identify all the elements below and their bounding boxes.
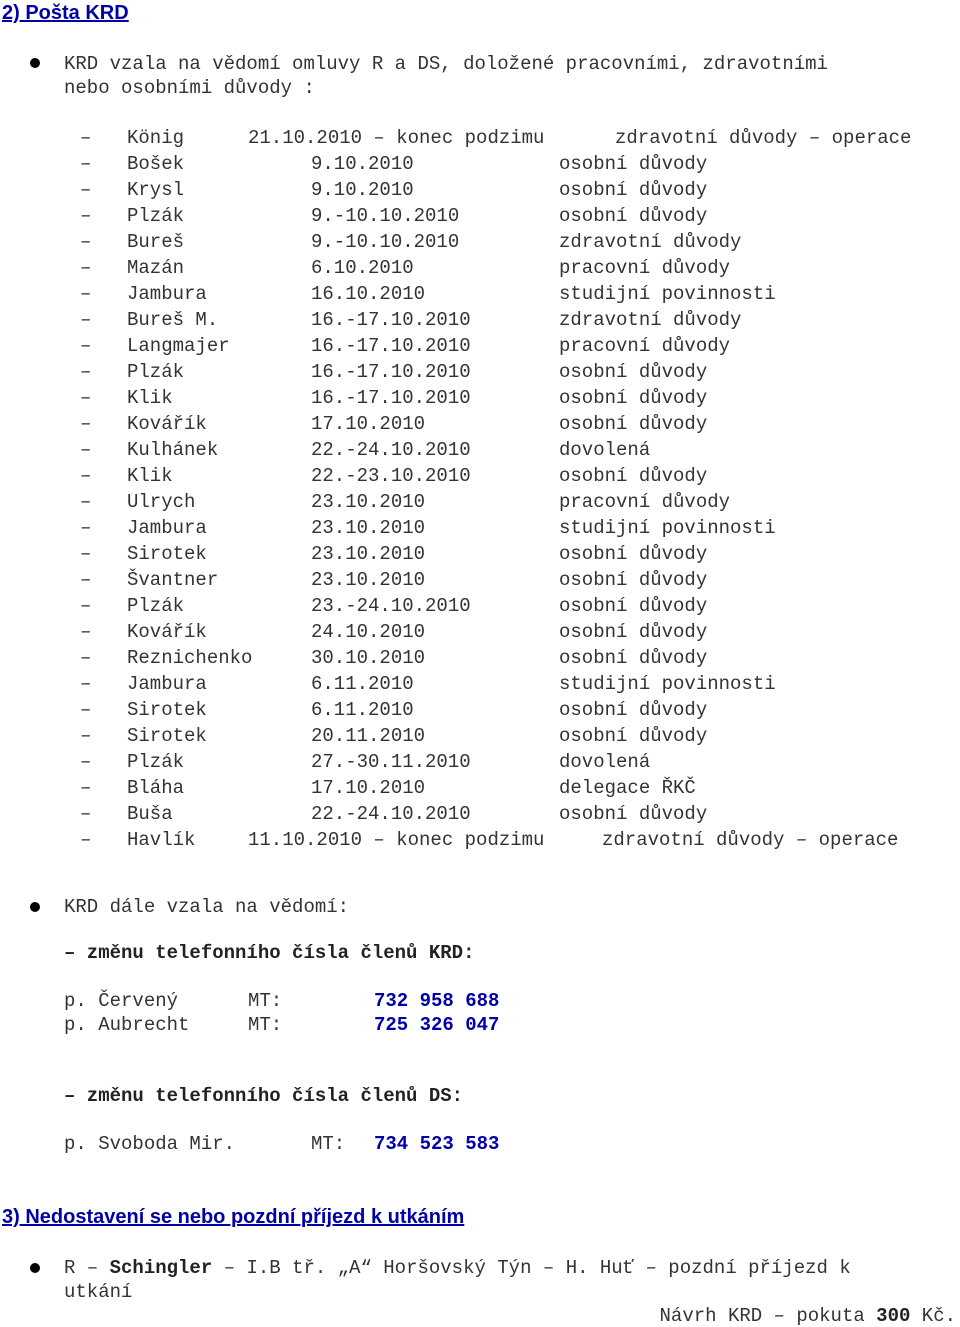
apology-reason: pracovní důvody (559, 257, 731, 279)
apology-date: 23.-24.10.2010 (311, 595, 471, 617)
apology-name: Klik (127, 465, 173, 487)
apology-name: Jambura (127, 283, 207, 305)
apology-date: 9.10.2010 (311, 153, 414, 175)
apology-reason: zdravotní důvody – operace (602, 829, 899, 851)
bullet-icon (30, 1263, 40, 1273)
apology-reason: osobní důvody (559, 569, 708, 591)
dash-icon: – (80, 673, 92, 695)
apology-name: Sirotek (127, 699, 207, 721)
apology-date: 17.10.2010 (311, 413, 426, 435)
dash-icon: – (80, 179, 92, 201)
apology-date: 16.-17.10.2010 (311, 309, 471, 331)
apology-name: Sirotek (127, 543, 207, 565)
penalty-suffix: Kč. (910, 1305, 956, 1327)
dash-icon: – (80, 647, 92, 669)
phone-label: MT: (248, 990, 283, 1012)
apology-name: Reznichenko (127, 647, 253, 669)
apology-reason: zdravotní důvody (559, 309, 742, 331)
dash-icon: – (80, 205, 92, 227)
dash-icon: – (80, 595, 92, 617)
apology-reason: osobní důvody (559, 647, 708, 669)
apology-name: Bureš (127, 231, 185, 253)
late-arrival-item (64, 1257, 851, 1279)
dash-icon: – (80, 543, 92, 565)
dash-icon: – (80, 491, 92, 513)
apology-date: 22.-23.10.2010 (311, 465, 471, 487)
apology-name: Bláha (127, 777, 185, 799)
section-2-heading: 2) Pošta KRD (2, 2, 129, 24)
dash-icon: – (80, 283, 92, 305)
apology-name: Plzák (127, 595, 185, 617)
apology-reason: delegace ŘKČ (559, 777, 696, 799)
phone-number: 725 326 047 (374, 1014, 500, 1036)
apology-date: 24.10.2010 (311, 621, 426, 643)
apology-reason: osobní důvody (559, 543, 708, 565)
phone-person: p. Aubrecht (64, 1014, 190, 1036)
apology-name: Bureš M. (127, 309, 219, 331)
apology-name: Plzák (127, 361, 185, 383)
dash-icon: – (80, 569, 92, 591)
apology-date: 16.-17.10.2010 (311, 335, 471, 357)
apology-reason: osobní důvody (559, 413, 708, 435)
apology-reason: zdravotní důvody – operace (615, 127, 912, 149)
apology-name: Sirotek (127, 725, 207, 747)
apology-reason: studijní povinnosti (559, 673, 776, 695)
apology-reason: osobní důvody (559, 595, 708, 617)
dash-icon: – (80, 413, 92, 435)
apology-date: 23.10.2010 (311, 543, 426, 565)
apology-reason: pracovní důvody (559, 491, 731, 513)
apology-reason: osobní důvody (559, 465, 708, 487)
dash-icon: – (80, 829, 92, 851)
bullet-2-text: KRD dále vzala na vědomí: (64, 896, 350, 918)
apology-name: Plzák (127, 751, 185, 773)
apology-reason: zdravotní důvody (559, 231, 742, 253)
apology-reason: osobní důvody (559, 179, 708, 201)
apology-date: 23.10.2010 (311, 491, 426, 513)
apology-name: Ulrych (127, 491, 196, 513)
krd-phone-change-heading: – změnu telefonního čísla členů KRD: (64, 942, 475, 964)
bullet-1-line-2: nebo osobními důvody : (64, 77, 315, 99)
apology-name: Bošek (127, 153, 185, 175)
phone-number: 734 523 583 (374, 1133, 500, 1155)
apology-date: 6.11.2010 (311, 673, 414, 695)
apology-name: Havlík (127, 829, 196, 851)
apology-date: 11.10.2010 – konec podzimu (248, 829, 545, 851)
apology-reason: osobní důvody (559, 387, 708, 409)
apology-reason: osobní důvody (559, 153, 708, 175)
apology-reason: osobní důvody (559, 725, 708, 747)
ds-phone-change-heading: – změnu telefonního čísla členů DS: (64, 1085, 464, 1107)
apology-date: 30.10.2010 (311, 647, 426, 669)
apology-reason: osobní důvody (559, 621, 708, 643)
apology-name: Kovářík (127, 621, 207, 643)
apology-reason: studijní povinnosti (559, 283, 776, 305)
bullet-icon (30, 58, 40, 68)
apology-name: Krysl (127, 179, 185, 201)
apology-name: Kulhánek (127, 439, 219, 461)
apology-date: 23.10.2010 (311, 569, 426, 591)
referee-name: Schingler (109, 1257, 213, 1279)
apology-name: König (127, 127, 185, 149)
dash-icon: – (80, 257, 92, 279)
dash-icon: – (80, 309, 92, 331)
dash-icon: – (80, 335, 92, 357)
apology-name: Švantner (127, 569, 219, 591)
penalty-amount: 300 (876, 1305, 911, 1327)
apology-name: Jambura (127, 673, 207, 695)
dash-icon: – (80, 231, 92, 253)
dash-icon: – (80, 725, 92, 747)
apology-date: 21.10.2010 – konec podzimu (248, 127, 545, 149)
bullet-icon (30, 902, 40, 912)
apology-date: 22.-24.10.2010 (311, 803, 471, 825)
section-3-heading: 3) Nedostavení se nebo pozdní příjezd k utkáním (2, 1206, 465, 1228)
apology-date: 9.10.2010 (311, 179, 414, 201)
apology-name: Buša (127, 803, 173, 825)
apology-date: 9.-10.10.2010 (311, 205, 460, 227)
apology-name: Plzák (127, 205, 185, 227)
apology-reason: osobní důvody (559, 361, 708, 383)
dash-icon: – (80, 803, 92, 825)
dash-icon: – (80, 127, 92, 149)
dash-icon: – (80, 699, 92, 721)
dash-icon: – (80, 517, 92, 539)
apology-date: 16.-17.10.2010 (311, 387, 471, 409)
apology-reason: osobní důvody (559, 803, 708, 825)
apology-reason: pracovní důvody (559, 335, 731, 357)
apology-date: 9.-10.10.2010 (311, 231, 460, 253)
item-prefix: R – (64, 1257, 110, 1279)
apology-name: Jambura (127, 517, 207, 539)
dash-icon: – (80, 621, 92, 643)
apology-reason: dovolená (559, 439, 651, 461)
dash-icon: – (80, 751, 92, 773)
apology-name: Mazán (127, 257, 185, 279)
apology-reason: studijní povinnosti (559, 517, 776, 539)
penalty-proposal (660, 1305, 956, 1327)
bullet-1-line-1: KRD vzala na vědomí omluvy R a DS, doložené pracovními, zdravotními (64, 53, 828, 75)
apology-reason: osobní důvody (559, 205, 708, 227)
apology-name: Kovářík (127, 413, 207, 435)
late-arrival-item-line-2: utkání (64, 1281, 133, 1303)
dash-icon: – (80, 465, 92, 487)
dash-icon: – (80, 777, 92, 799)
phone-person: p. Svoboda Mir. (64, 1133, 236, 1155)
apology-name: Langmajer (127, 335, 230, 357)
dash-icon: – (80, 153, 92, 175)
apology-date: 6.10.2010 (311, 257, 414, 279)
phone-label: MT: (311, 1133, 346, 1155)
phone-number: 732 958 688 (374, 990, 500, 1012)
apology-date: 27.-30.11.2010 (311, 751, 471, 773)
penalty-prefix: Návrh KRD – pokuta (659, 1305, 877, 1327)
apology-date: 16.-17.10.2010 (311, 361, 471, 383)
apology-date: 23.10.2010 (311, 517, 426, 539)
apology-reason: dovolená (559, 751, 651, 773)
apology-date: 6.11.2010 (311, 699, 414, 721)
dash-icon: – (80, 361, 92, 383)
apology-name: Klik (127, 387, 173, 409)
apology-date: 17.10.2010 (311, 777, 426, 799)
dash-icon: – (80, 439, 92, 461)
phone-person: p. Červený (64, 990, 179, 1012)
apology-date: 22.-24.10.2010 (311, 439, 471, 461)
phone-label: MT: (248, 1014, 283, 1036)
apology-date: 16.10.2010 (311, 283, 426, 305)
item-rest: – I.B tř. „A“ Horšovský Týn – H. Huť – pozdní příjezd k (212, 1257, 851, 1279)
apology-reason: osobní důvody (559, 699, 708, 721)
dash-icon: – (80, 387, 92, 409)
apology-date: 20.11.2010 (311, 725, 426, 747)
